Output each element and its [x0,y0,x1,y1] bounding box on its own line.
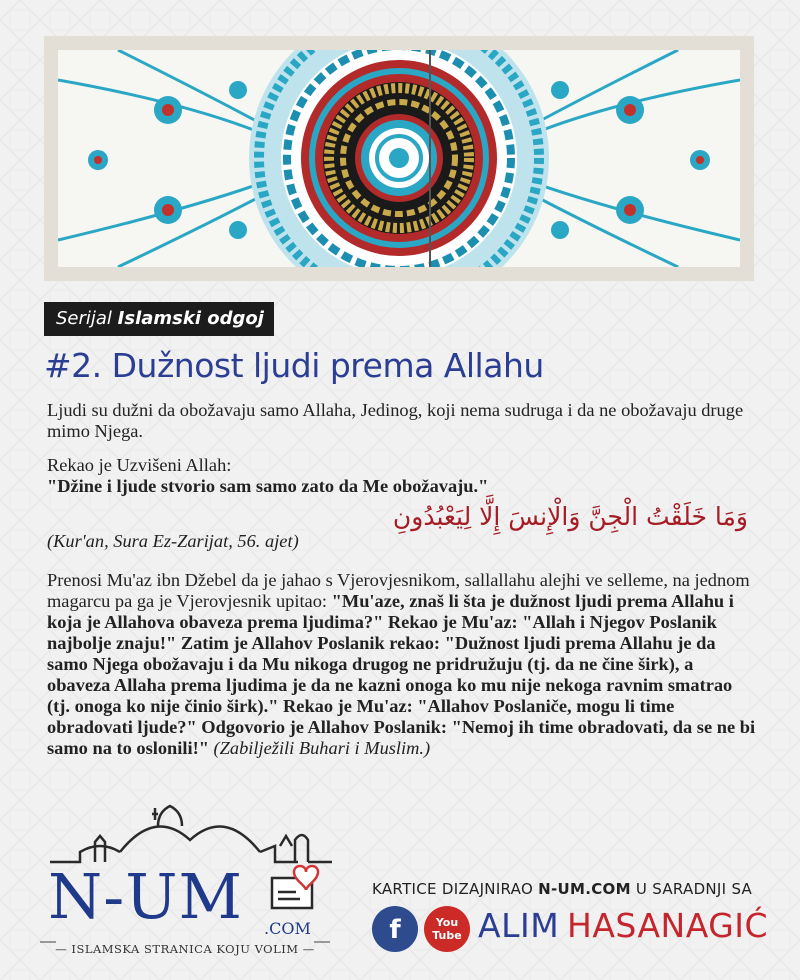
header-image-frame [44,36,754,281]
page-title: #2. Dužnost ljudi prema Allahu [44,346,544,385]
logo-name: N-UM [48,860,243,933]
hadith-source: (Zabilježili Buhari i Muslim.) [208,738,431,758]
designer-credit [372,880,752,898]
youtube-icon[interactable]: You Tube [424,906,470,952]
site-logo[interactable] [40,800,340,970]
author-last-name: HASANAGIĆ [567,906,769,945]
logo-tagline: — ISLAMSKA STRANICA KOJU VOLIM — [55,942,315,956]
series-prefix: Serijal [56,308,112,329]
facebook-icon[interactable]: f [372,906,418,952]
series-name: Islamski odgoj [117,308,264,329]
mosque-dome-image [58,50,740,267]
hadith-paragraph [47,570,757,759]
credit-text-before: KARTICE DIZAJNIRAO [372,880,539,898]
intro-paragraph: Ljudi su dužni da obožavaju samo Allaha, Jedinog, koji nema sudruga i da ne obožavaju druge mimo Njega. [47,400,744,441]
quran-reference: (Kur'an, Sura Ez-Zarijat, 56. ajet) [47,531,299,551]
arabic-verse: وَمَا خَلَقْتُ الْجِنَّ وَالْإِنسَ إِلَّا لِيَعْبُدُونِ [392,502,748,531]
author-first-name: ALIM [478,906,560,945]
credit-text-after: U SARADNJI SA [630,880,753,898]
quote-intro: Rekao je Uzvišeni Allah: [47,455,232,475]
logo-domain: .COM [264,919,311,938]
quran-quote: "Džine i ljude stvorio sam samo zato da Me obožavaju." [47,476,489,496]
envelope-heart-icon [272,866,318,908]
series-badge [44,302,274,336]
hadith-intro: Prenosi Mu'az ibn Džebel da je jahao s Vjerovjesnikom, sallallahu alejhi ve selleme, na jednom magarcu pa ga je Vjerovjesnik upitao: [47,570,750,611]
hadith-body: "Mu'aze, znaš li šta je dužnost ljudi prema Allahu i koja je Allahova obaveza prema ljudima?" Rekao je Mu'az: "Allah i Njegov Poslanik najbolje znaju!" Zatim je Allahov Poslanik rekao: "Dužnost ljudi prema Allahu je da samo Njega obožavaju i da Mu nikoga drugog ne pridružuju (tj. da ne čine širk), a obaveza Allaha prema ljudima je da ne kazni onoga ko mu nije nekoga ravnim smatrao (tj. onoga ko nije činio širk)." Rekao je Mu'az: "Allahov Poslaniče, mogu li time obradovati ljude?" Odgovorio je Allahov Poslanik: "Nemoj ih time obradovati, da se ne bi samo na to oslonili!" [47,591,756,758]
credit-site[interactable]: N-UM.COM [538,880,631,898]
